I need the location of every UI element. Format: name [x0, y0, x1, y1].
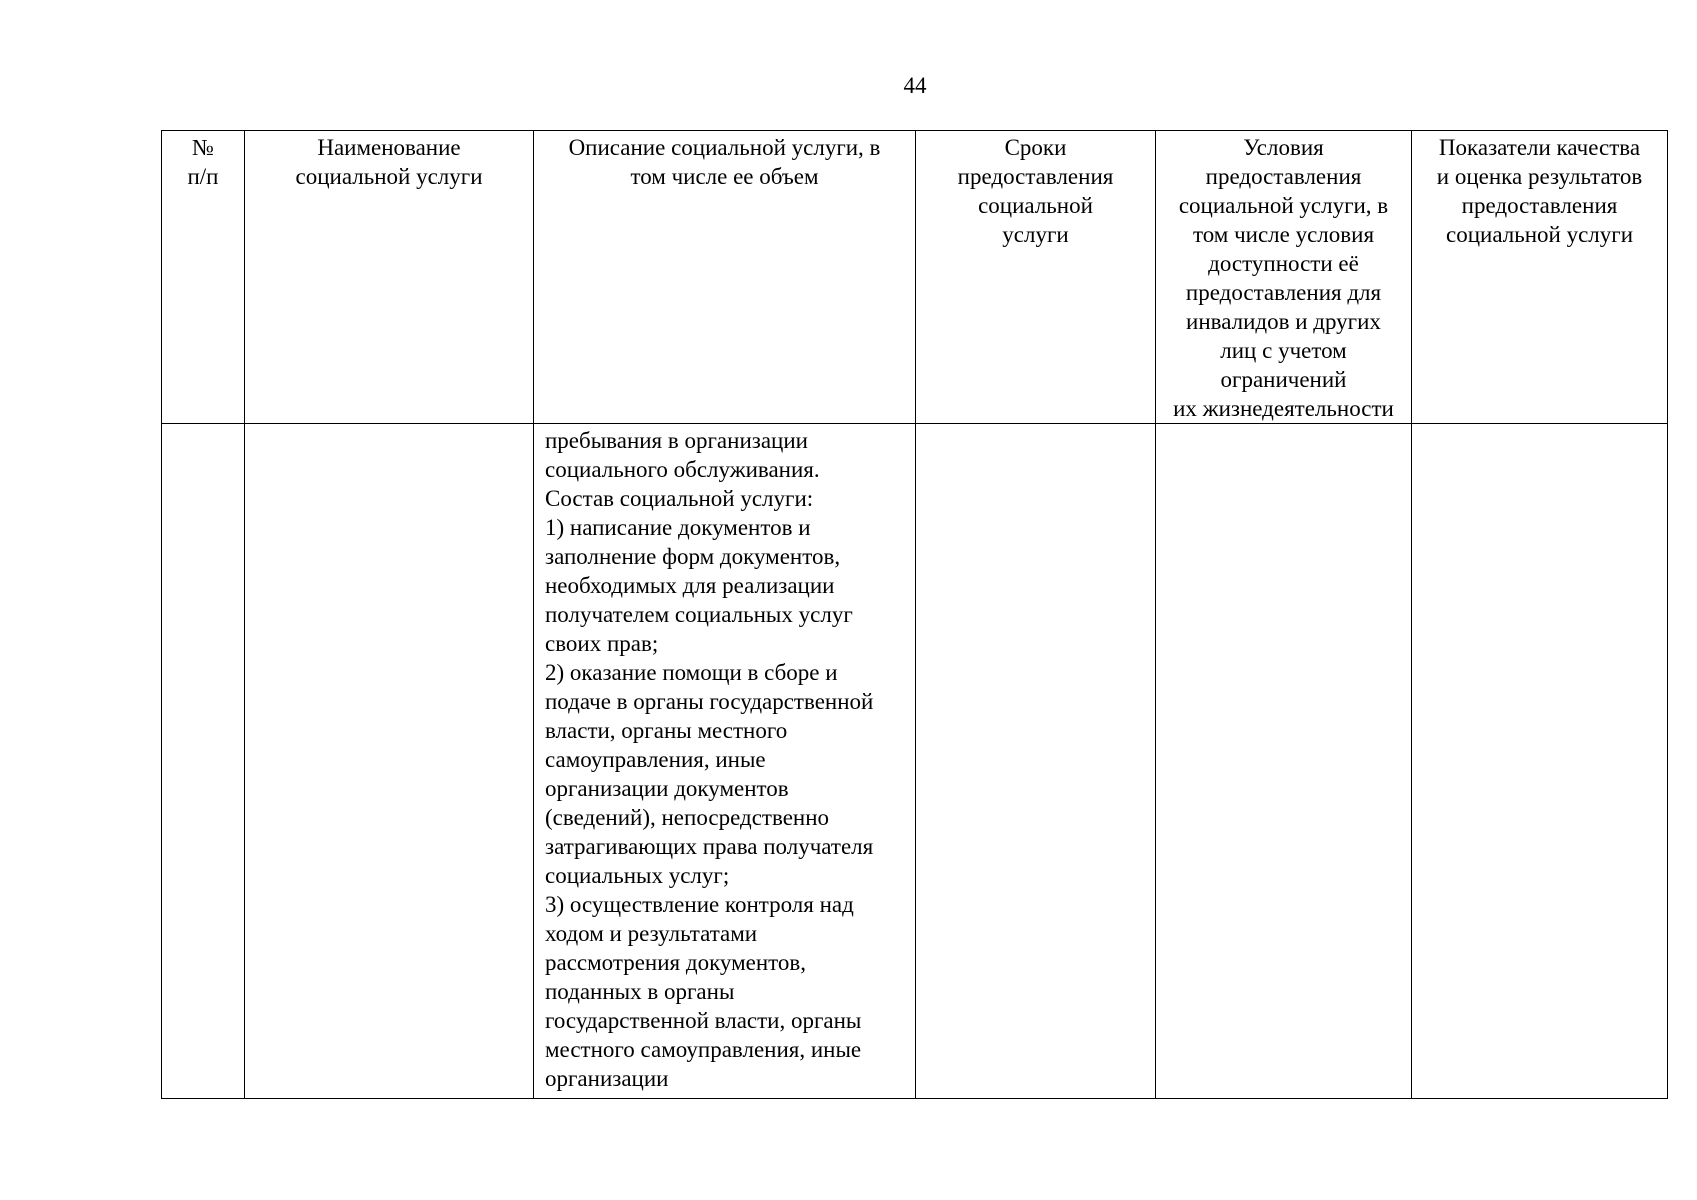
header-service-description: Описание социальной услуги, в том числе ее объем — [534, 131, 916, 424]
header-service-conditions: Условия предоставления социальной услуги, в том числе условия доступности её предоставления для инвалидов и других лиц с учетом ограничений их жизнедеятельности — [1156, 131, 1412, 424]
header-quality-indicators: Показатели качества и оценка результатов предоставления социальной услуги — [1412, 131, 1668, 424]
header-service-terms: Сроки предоставления социальной услуги — [916, 131, 1156, 424]
cell-number — [162, 424, 245, 1099]
cell-service-description: пребывания в организации социального обслуживания. Состав социальной услуги: 1) написание документов и заполнение форм документов, необходимых для реализации получателем социальных услуг своих прав; 2) оказание помощи в сборе и подаче в органы государственной власти, органы местного самоуправления, иные организации документов (сведений), непосредственно затрагивающих права получателя социальных услуг; 3) осуществление контроля над ходом и результатами рассмотрения документов, поданных в органы государственной власти, органы местного самоуправления, иные организации — [534, 424, 916, 1099]
page-number: 44 — [903, 73, 927, 98]
cell-service-terms — [916, 424, 1156, 1099]
table-header-row — [162, 131, 1668, 424]
cell-quality-indicators — [1412, 424, 1668, 1099]
table-row — [162, 424, 1668, 1099]
services-table — [161, 130, 1668, 1099]
cell-service-name — [245, 424, 534, 1099]
cell-service-conditions — [1156, 424, 1412, 1099]
header-number: № п/п — [162, 131, 245, 424]
header-service-name: Наименование социальной услуги — [245, 131, 534, 424]
